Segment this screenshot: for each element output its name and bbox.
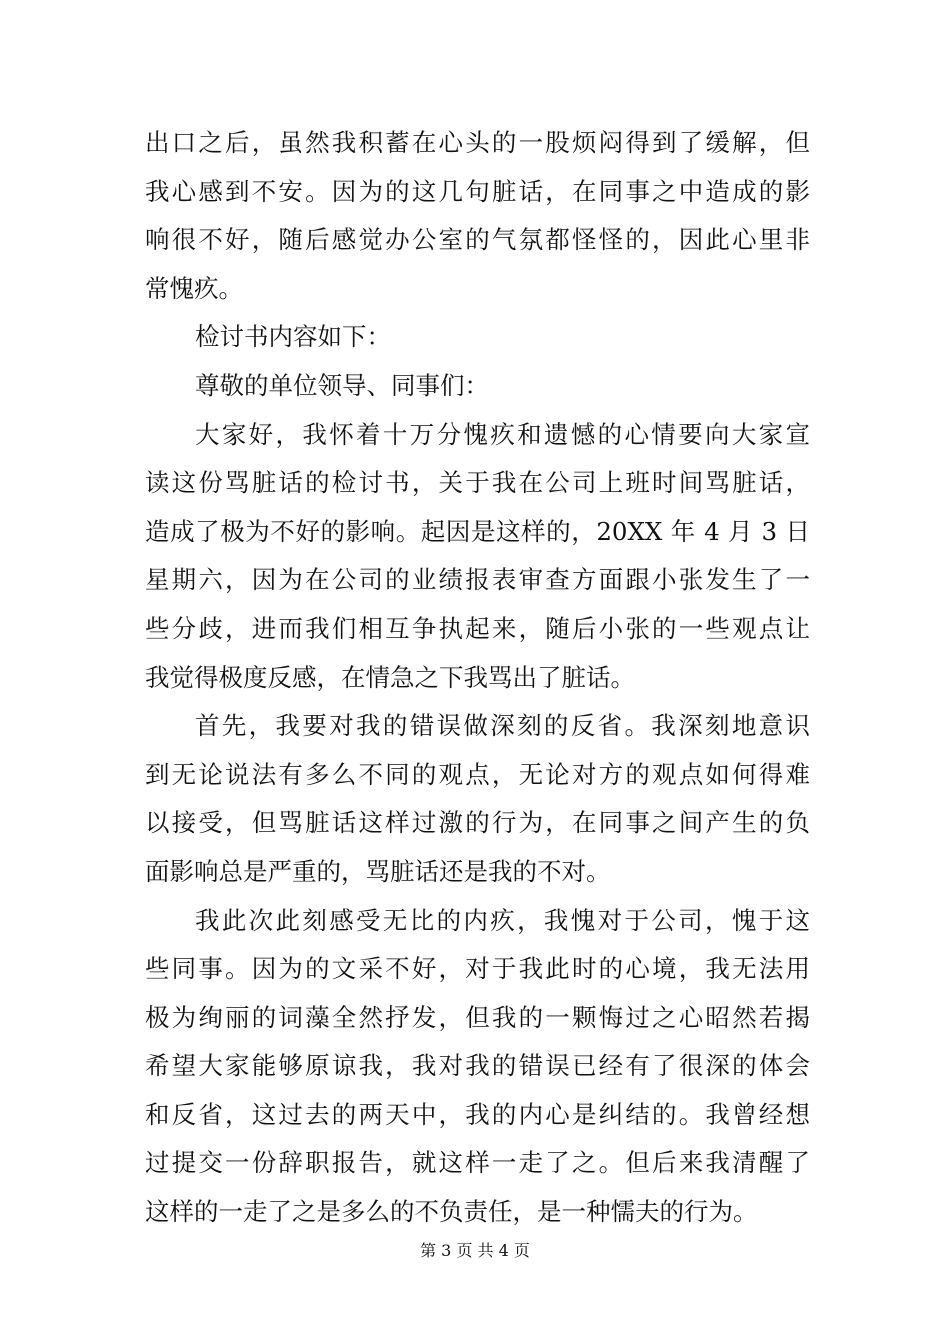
text-line: 些同事。因为的文采不好，对于我此时的心境，我无法用 xyxy=(145,954,810,984)
document-body xyxy=(145,119,810,1237)
text-line: 希望大家能够原谅我，我对我的错误已经有了很深的体会 xyxy=(145,1051,810,1081)
text-line: 极为绚丽的词藻全然抒发，但我的一颗悔过之心昭然若揭 xyxy=(145,1002,810,1032)
text-line: 面影响总是严重的，骂脏话还是我的不对。 xyxy=(145,856,611,886)
page-footer xyxy=(0,1240,950,1262)
text-line: 我此次此刻感受无比的内疚，我愧对于公司，愧于这 xyxy=(195,905,810,935)
text-line: 我心感到不安。因为的这几句脏话，在同事之中造成的影 xyxy=(145,176,810,206)
text-line: 到无论说法有多么不同的观点，无论对方的观点如何得难 xyxy=(145,759,810,789)
text-line: 常愧疚。 xyxy=(145,273,243,303)
text-line: 出口之后，虽然我积蓄在心头的一股烦闷得到了缓解，但 xyxy=(145,128,810,157)
page-number-label: 第 3 页 共 4 页 xyxy=(420,1241,530,1260)
text-line: 过提交一份辞职报告，就这样一走了之。但后来我清醒了 xyxy=(145,1148,810,1178)
text-line: 这样的一走了之是多么的不负责任，是一种懦夫的行为。 xyxy=(145,1197,758,1227)
text-line: 些分歧，进而我们相互争执起来，随后小张的一些观点让 xyxy=(145,613,810,643)
text-line: 尊敬的单位领导、同事们： xyxy=(195,370,489,400)
text-line: 以接受，但骂脏话这样过激的行为，在同事之间产生的负 xyxy=(145,808,810,838)
text-line: 大家好，我怀着十万分愧疚和遗憾的心情要向大家宣 xyxy=(195,419,810,449)
text-line: 响很不好，随后感觉办公室的气氛都怪怪的，因此心里非 xyxy=(145,225,810,255)
text-line: 造成了极为不好的影响。起因是这样的，20XX 年 4 月 3 日 xyxy=(145,516,810,546)
text-line: 检讨书内容如下： xyxy=(195,322,391,352)
text-line: 我觉得极度反感，在情急之下我骂出了脏话。 xyxy=(145,662,635,692)
text-line: 读这份骂脏话的检讨书，关于我在公司上班时间骂脏话， xyxy=(145,468,810,498)
text-line: 星期六，因为在公司的业绩报表审查方面跟小张发生了一 xyxy=(145,565,810,595)
text-line: 首先，我要对我的错误做深刻的反省。我深刻地意识 xyxy=(195,711,810,741)
text-line: 和反省，这过去的两天中，我的内心是纠结的。我曾经想 xyxy=(145,1099,810,1129)
